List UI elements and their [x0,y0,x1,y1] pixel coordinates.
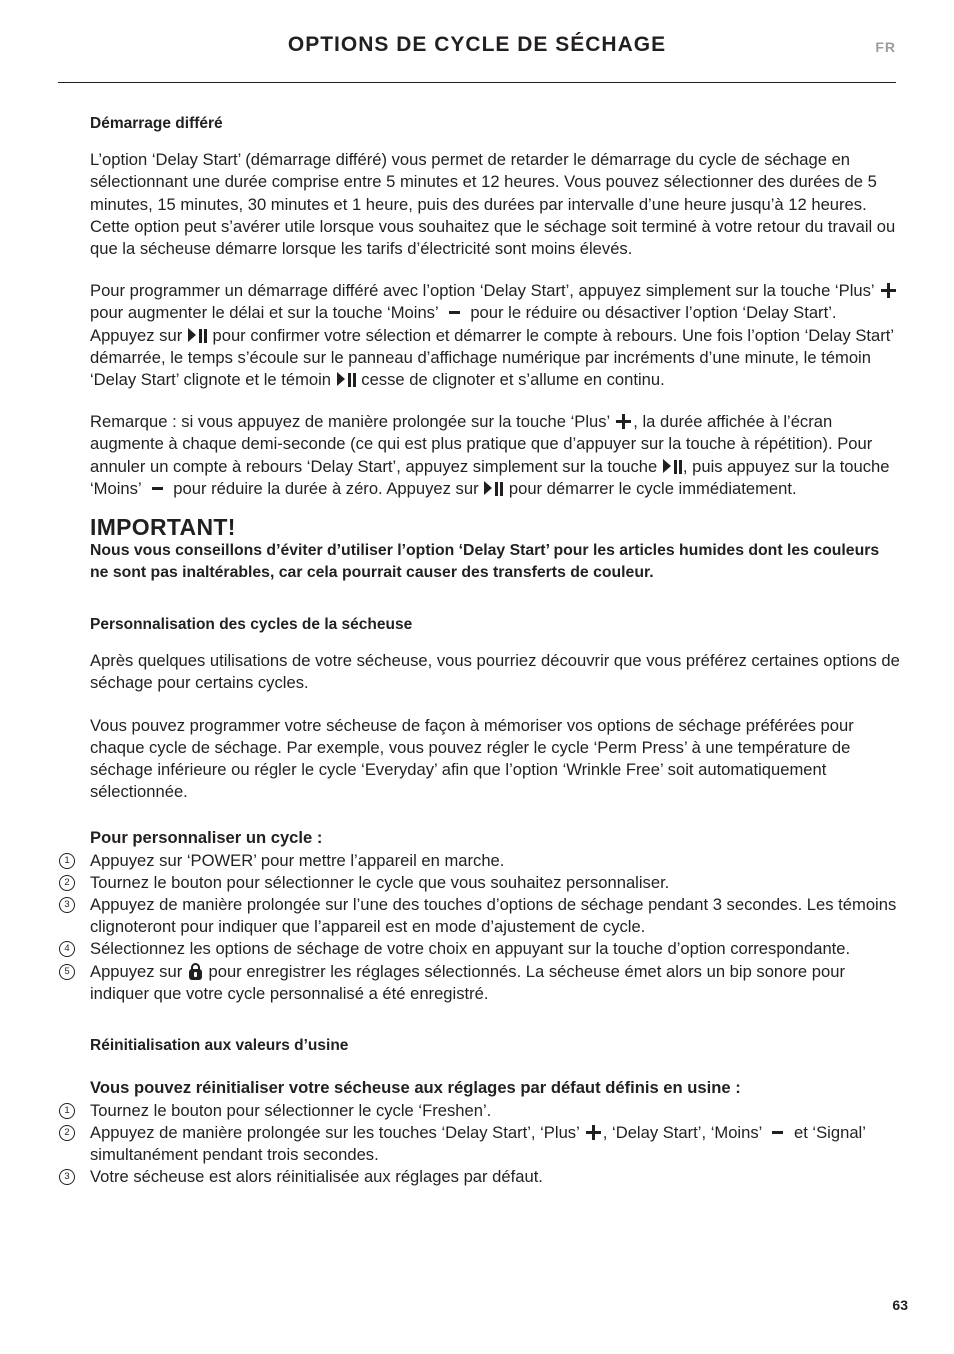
minus-icon [772,1131,783,1134]
personalize-steps-title: Pour personnaliser un cycle : [90,828,323,848]
personalization-paragraph-1: Après quelques utilisations de votre sécheuse, vous pourriez découvrir que vous préférez certaines options de séchage pour certains cycles. [90,651,900,693]
text: Pour programmer un démarrage différé avec l’option ‘Delay Start’, appuyez simplement sur la touche ‘Plus’ [90,281,874,301]
minus-icon [152,487,163,490]
delay-start-paragraph-1: L’option ‘Delay Start’ (démarrage différé) vous permet de retarder le démarrage du cycle de séchage en sélectionnant une durée comprise entre 5 minutes et 12 heures. Vous pouvez sélectionner des durées de 5 minutes, 15 minutes, 30 minutes et 1 heure, puis des durées par intervalle d’une heure jusqu’à 12 heures. Cette option peut s’avérer utile lorsque vous souhaitez que le séchage soit terminé à votre retour du travail ou que la sécheuse démarre lorsque les tarifs d’électricité sont moins élevés. [90,150,896,259]
step-text: Appuyez de manière prolongée sur l’une des touches d’options de séchage pendant 3 secondes. Les témoins clignoteront pour indiquer que l’appareil est en mode d’ajustement de cycle. [90,895,897,937]
important-title: IMPORTANT! [90,514,236,541]
factory-reset-steps-title: Vous pouvez réinitialiser votre sécheuse aux réglages par défaut définis en usine : [90,1078,741,1098]
header-divider [58,82,896,83]
language-label: FR [875,39,896,55]
step-text: , ‘Delay Start’, ‘Moins’ [602,1122,762,1142]
step-number-icon: 5 [59,964,75,980]
page-content [64,113,900,1188]
text: pour réduire la durée à zéro. Appuyez sur [173,478,479,498]
play-pause-icon [663,459,682,474]
delay-start-paragraph-3 [90,411,900,500]
text: cesse de clignoter et s’allume en continu. [361,370,665,390]
step-text: pour enregistrer les réglages sélectionnés. La sécheuse émet alors un bip sonore pour indiquer que votre cycle personnalisé a été enregistré. [90,961,845,1003]
text: , la durée affichée à l’écran augmente à chaque demi-seconde (ce qui est plus pratique que d’appuyer sur la touche à répétition). Pour annuler un compte à rebours ‘Delay Start’, appuyez simplement sur la touche [90,412,873,476]
step-text: Votre sécheuse est alors réinitialisée aux réglages par défaut. [90,1167,543,1187]
step-text: Sélectionnez les options de séchage de votre choix en appuyant sur la touche d’option correspondante. [90,939,851,959]
list-item [64,850,900,872]
step-number-icon: 2 [59,1125,75,1141]
lock-icon [189,963,202,980]
text: pour démarrer le cycle immédiatement. [508,478,797,498]
step-text: Appuyez sur [90,961,183,981]
list-item [64,1100,900,1122]
play-pause-icon [188,328,207,343]
plus-icon [586,1125,601,1140]
step-number-icon: 4 [59,941,75,957]
text: pour le réduire ou désactiver l’option ‘Delay Start’. Appuyez sur [90,303,837,345]
step-text: Tournez le bouton pour sélectionner le cycle ‘Freshen’. [90,1100,492,1120]
play-pause-icon [484,481,503,496]
personalization-paragraph-2: Vous pouvez programmer votre sécheuse de façon à mémoriser vos options de séchage préférées pour chaque cycle de séchage. Par exemple, vous pouvez régler le cycle ‘Perm Press’ à une température de séchage inférieure ou régler le cycle ‘Everyday’ afin que l’option ‘Wrinkle Free’ soit automatiquement sélectionnée. [90,715,854,802]
personalize-steps-list [64,850,900,1005]
important-warning: Nous vous conseillons d’éviter d’utiliser l’option ‘Delay Start’ pour les articles humides dont les couleurs ne sont pas inaltérables, car cela pourrait causer des transferts de couleur. [90,542,880,582]
factory-reset-steps-list [64,1100,900,1189]
text: pour confirmer votre sélection et démarrer le compte à rebours. Une fois l’option ‘Delay Start’ démarrée, le temps s’écoule sur le panneau d’affichage numérique par incréments d’une minute, le témoin ‘Delay Start’ clignote et le témoin [90,325,894,390]
step-number-icon: 2 [59,875,75,891]
step-text: et ‘Signal’ simultanément pendant trois secondes. [90,1122,866,1164]
list-item [64,938,900,960]
list-item [64,872,900,894]
play-pause-icon [337,372,356,387]
step-number-icon: 1 [59,1103,75,1119]
page-title: OPTIONS DE CYCLE DE SÉCHAGE [287,33,667,56]
step-text: Appuyez de manière prolongée sur les touches ‘Delay Start’, ‘Plus’ [90,1122,580,1142]
step-number-icon: 3 [59,1169,75,1185]
list-item [64,1166,900,1188]
text: pour augmenter le délai et sur la touche ‘Moins’ [90,303,439,323]
list-item [64,1122,900,1166]
section-heading-delay-start: Démarrage différé [90,115,223,132]
section-heading-factory-reset: Réinitialisation aux valeurs d’usine [90,1037,349,1055]
plus-icon [881,283,896,298]
text: , puis appuyez sur la touche ‘Moins’ [90,456,890,498]
text: Remarque : si vous appuyez de manière prolongée sur la touche ‘Plus’ [90,412,610,432]
minus-icon [449,311,460,314]
step-text: Tournez le bouton pour sélectionner le cycle que vous souhaitez personnaliser. [90,872,670,892]
delay-start-paragraph-2 [90,280,900,391]
step-number-icon: 1 [59,853,75,869]
step-text: Appuyez sur ‘POWER’ pour mettre l’appareil en marche. [90,850,505,870]
step-number-icon: 3 [59,897,75,913]
plus-icon [616,414,631,429]
page-number: 63 [892,1297,908,1313]
section-heading-personalization: Personnalisation des cycles de la sécheuse [90,616,413,634]
list-item [64,961,900,1005]
list-item [64,894,900,938]
